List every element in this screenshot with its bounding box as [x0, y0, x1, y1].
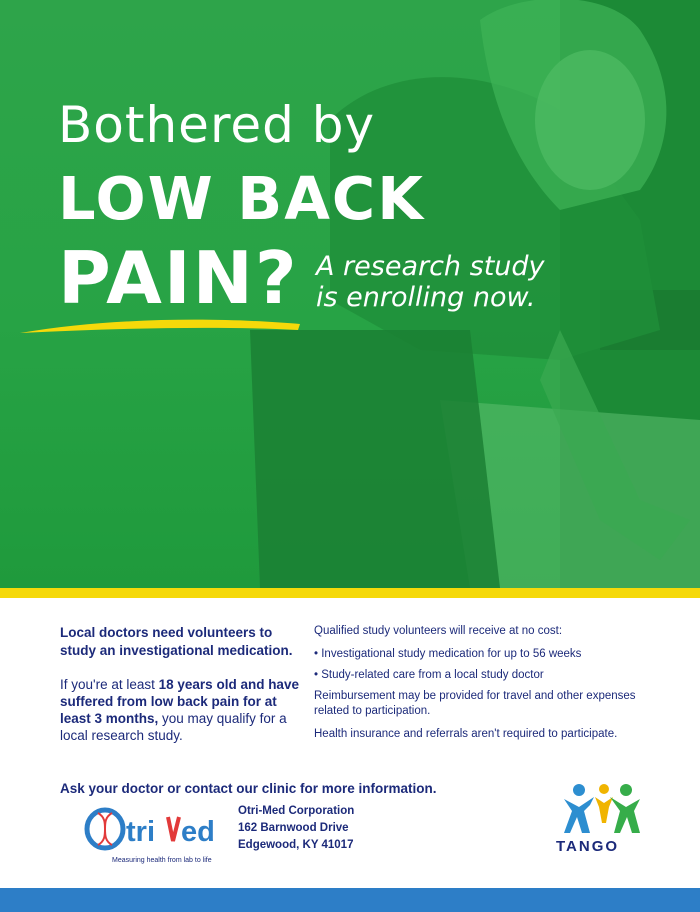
headline-line-1: Bothered by: [58, 96, 376, 154]
tango-logo-icon: [560, 781, 644, 839]
clinic-city: Edgewood, KY 41017: [238, 839, 354, 851]
benefit-item-text: Investigational study medication for up to 56 weeks: [321, 648, 582, 660]
benefits-heading: Qualified study volunteers will receive at no cost:: [314, 625, 563, 637]
eligibility-pre: If you're at least: [60, 677, 159, 692]
footer-bar: [0, 888, 700, 912]
intro-column: [60, 624, 306, 744]
tango-wordmark: TANGO: [556, 838, 620, 855]
benefit-item: • Investigational study medication for up to 56 weeks: [314, 648, 582, 660]
svg-text:ed: ed: [181, 816, 215, 848]
headline-line-2: LOW BACK: [58, 164, 425, 233]
svg-text:tri: tri: [126, 816, 155, 848]
headline-line-3: PAIN?: [58, 236, 299, 320]
tagline: [316, 251, 616, 313]
yellow-swoosh: [0, 306, 320, 346]
logo-tagline: Measuring health from lab to life: [112, 857, 212, 864]
otrimed-logo: [84, 803, 234, 857]
yellow-divider: [0, 588, 700, 598]
clinic-address: [238, 803, 354, 854]
volunteers-needed-text: Local doctors need volunteers to study an investigational medication.: [60, 625, 293, 658]
eligibility-post: you may qualify for a local research study.: [60, 711, 287, 743]
clinic-street: 162 Barnwood Drive: [238, 822, 349, 834]
tagline-line-2: is enrolling now.: [316, 282, 536, 313]
insurance-text: Health insurance and referrals aren't required to participate.: [314, 728, 618, 740]
benefits-list: [314, 647, 654, 683]
clinic-name: Otri-Med Corporation: [238, 805, 355, 817]
tagline-line-1: A research study: [316, 251, 545, 282]
reimbursement-text: Reimbursement may be provided for travel and other expenses related to participation.: [314, 690, 636, 717]
eligibility-criteria: 18 years old and have suffered from low back pain for at least 3 months,: [60, 677, 299, 726]
call-to-action: Ask your doctor or contact our clinic for more information.: [60, 781, 437, 796]
benefit-item: • Study-related care from a local study doctor: [314, 669, 544, 681]
benefit-item-text: Study-related care from a local study doctor: [321, 669, 544, 681]
benefits-column: [314, 624, 654, 750]
eligibility-text: [60, 676, 306, 744]
